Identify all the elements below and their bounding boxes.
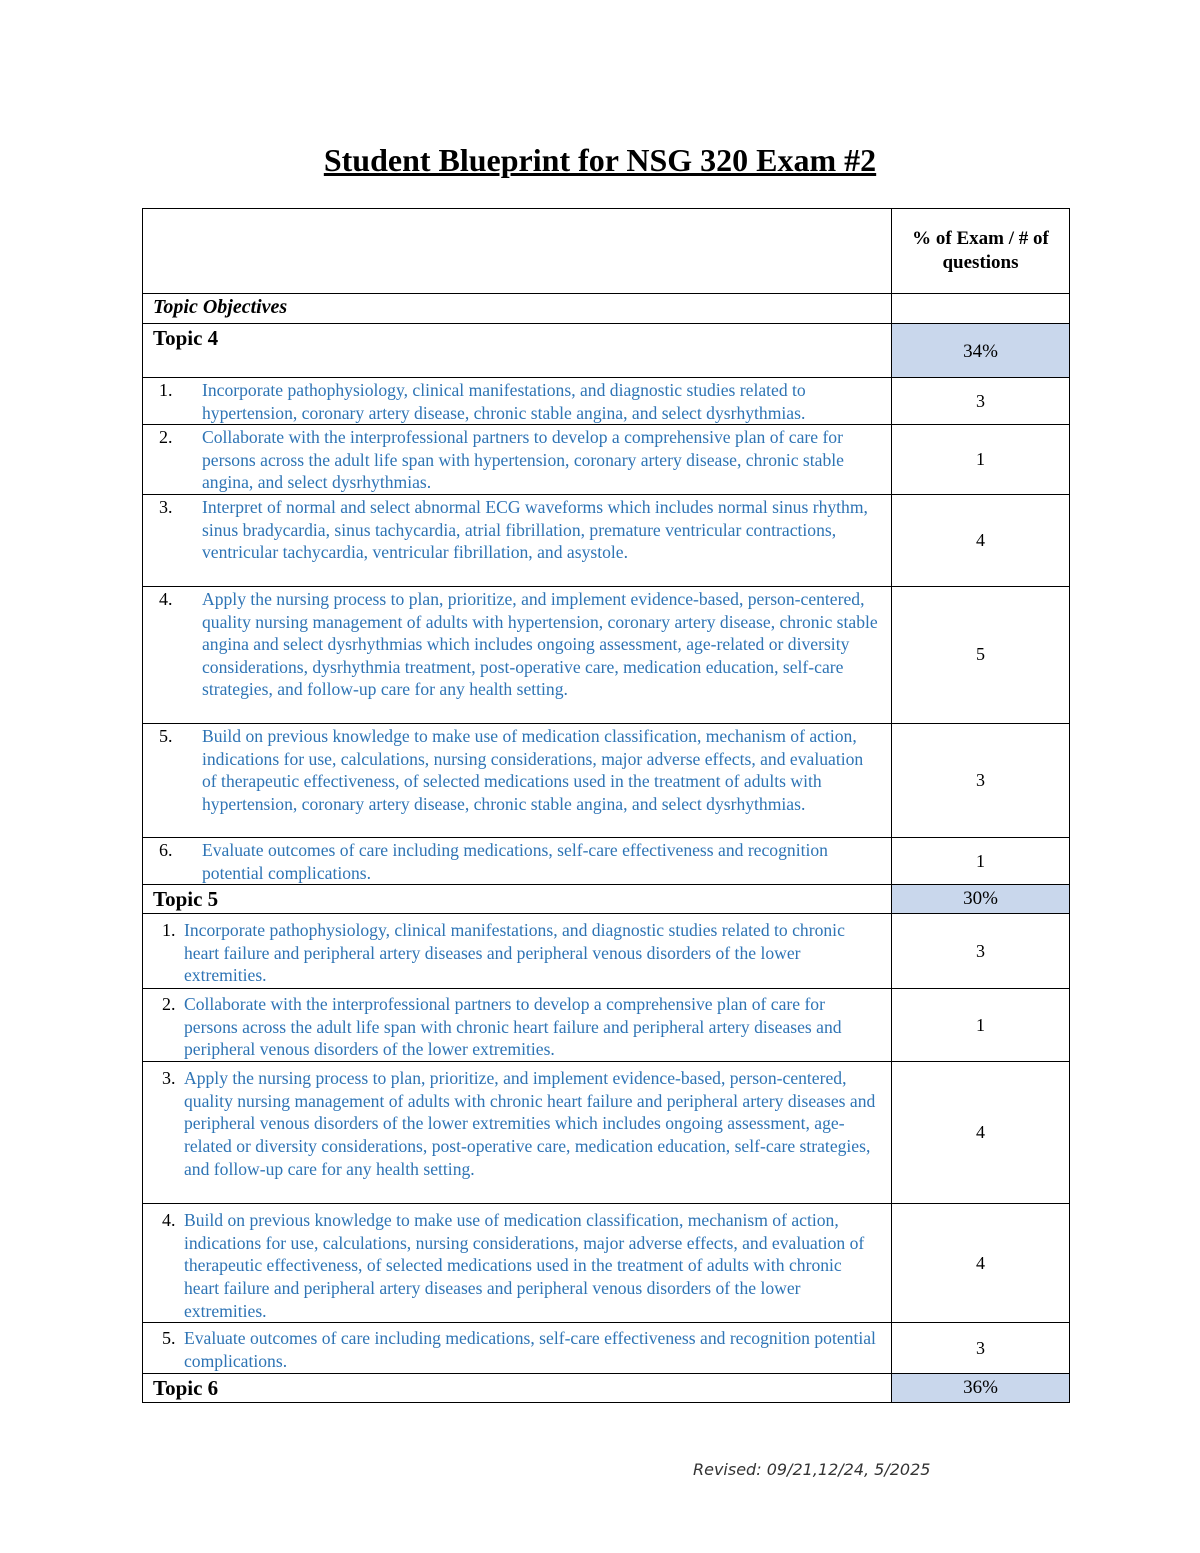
objective-text: Collaborate with the interprofessional partners to develop a comprehensive plan of care for persons across the adult life span with hypertension, coronary artery disease, chronic stable angina, and select dysrhythmias.	[202, 427, 844, 493]
topic-objectives-label: Topic Objectives	[143, 294, 892, 324]
question-count: 4	[892, 1204, 1070, 1323]
objective-number: 4.	[159, 588, 173, 609]
objective-text: Apply the nursing process to plan, prioritize, and implement evidence-based, person-centered, quality nursing management of adults with hypertension, coronary artery disease, chronic stable angina and select dysrhythmias which includes ongoing assessment, age-related or diversity considerations, dysrhythmia treatment, post-operative care, medication education, self-care strategies, and follow-up care for any health setting.	[202, 588, 878, 700]
objective-cell	[143, 989, 892, 1062]
objective-number: 2.	[159, 427, 173, 448]
objective-row	[143, 1323, 1070, 1374]
topic-percent: 30%	[892, 885, 1070, 914]
topic-label: Topic 6	[143, 1374, 892, 1403]
topic-percent: 34%	[892, 324, 1070, 378]
question-count: 4	[892, 494, 1070, 586]
revised-date: Revised: 09/21,12/24, 5/2025	[693, 1460, 931, 1479]
objective-text: Build on previous knowledge to make use of medication classification, mechanism of action, indications for use, calculations, nursing considerations, major adverse effects, and evaluation of therapeutic effectiveness, of selected medications used in the treatment of adults with hypertension, coronary artery disease, chronic stable angina, and select dysrhythmias.	[202, 725, 864, 814]
question-count: 1	[892, 425, 1070, 495]
topic-label: Topic 4	[143, 324, 892, 378]
question-count: 1	[892, 989, 1070, 1062]
objective-text: Evaluate outcomes of care including medications, self-care effectiveness and recognition potential complications.	[184, 1328, 876, 1371]
objective-number: 3.	[159, 496, 173, 517]
objective-row	[143, 425, 1070, 495]
question-count: 4	[892, 1062, 1070, 1204]
objective-number: 5.	[162, 1328, 176, 1349]
objective-text: Evaluate outcomes of care including medications, self-care effectiveness and recognition potential complications.	[202, 839, 828, 883]
topic-objectives-blank	[892, 294, 1070, 324]
blueprint-table	[142, 208, 1070, 1403]
objective-cell	[143, 723, 892, 837]
objective-cell	[143, 378, 892, 425]
objective-number: 6.	[159, 839, 173, 860]
topic-label: Topic 5	[143, 885, 892, 914]
objective-text: Collaborate with the interprofessional partners to develop a comprehensive plan of care for persons across the adult life span with chronic heart failure and peripheral artery diseases and peripheral venous disorders of the lower extremities.	[184, 994, 842, 1060]
objective-row	[143, 989, 1070, 1062]
objective-row	[143, 914, 1070, 989]
topic-objectives-row	[143, 294, 1070, 324]
question-count: 1	[892, 837, 1070, 884]
objective-number: 4.	[162, 1210, 176, 1231]
objective-cell	[143, 1062, 892, 1204]
objective-cell	[143, 1323, 892, 1374]
objective-number: 1.	[162, 920, 176, 941]
objective-cell	[143, 914, 892, 989]
objective-number: 3.	[162, 1068, 176, 1089]
objective-text: Build on previous knowledge to make use of medication classification, mechanism of action, indications for use, calculations, nursing considerations, major adverse effects, and evaluation of therapeutic effectiveness, of selected medications used in the treatment of adults with chronic heart failure and peripheral artery diseases and peripheral venous disorders of the lower extremities.	[184, 1210, 865, 1321]
topic-row-6	[143, 1374, 1070, 1403]
objective-row	[143, 1204, 1070, 1323]
objective-row	[143, 378, 1070, 425]
page-title: Student Blueprint for NSG 320 Exam #2	[323, 142, 877, 178]
question-count: 5	[892, 586, 1070, 723]
topic-row-4	[143, 324, 1070, 378]
objective-cell	[143, 1204, 892, 1323]
question-count: 3	[892, 723, 1070, 837]
objective-number: 1.	[159, 380, 173, 400]
objective-text: Incorporate pathophysiology, clinical manifestations, and diagnostic studies related to chronic heart failure and peripheral artery diseases and peripheral venous disorders of the lower extremities.	[184, 920, 845, 986]
objective-text: Incorporate pathophysiology, clinical manifestations, and diagnostic studies related to hypertension, coronary artery disease, chronic stable angina, and select dysrhythmias.	[202, 380, 806, 423]
question-count: 3	[892, 378, 1070, 425]
topic-row-5	[143, 885, 1070, 914]
objective-row	[143, 586, 1070, 723]
objective-row	[143, 494, 1070, 586]
objective-cell	[143, 837, 892, 884]
question-count: 3	[892, 914, 1070, 989]
objective-row	[143, 837, 1070, 884]
objective-number: 5.	[159, 725, 173, 746]
topic-percent: 36%	[892, 1374, 1070, 1403]
objective-row	[143, 1062, 1070, 1204]
objective-number: 2.	[162, 994, 176, 1015]
header-percent-cell: % of Exam / # of questions	[892, 209, 1070, 294]
header-blank-cell	[143, 209, 892, 294]
objective-cell	[143, 586, 892, 723]
objective-cell	[143, 494, 892, 586]
header-row	[143, 209, 1070, 294]
objective-row	[143, 723, 1070, 837]
objective-text: Interpret of normal and select abnormal ECG waveforms which includes normal sinus rhythm, sinus bradycardia, sinus tachycardia, atrial fibrillation, premature ventricular contractions, ventricular tachycardia, ventricular fibrillation, and asystole.	[202, 496, 868, 563]
question-count: 3	[892, 1323, 1070, 1374]
objective-cell	[143, 425, 892, 495]
objective-text: Apply the nursing process to plan, prioritize, and implement evidence-based, person-centered, quality nursing management of adults with chronic heart failure and peripheral artery diseases and peripheral venous disorders of the lower extremities which includes ongoing assessment, age-related or diversity considerations, post-operative care, medication education, self-care strategies, and follow-up care for any health setting.	[184, 1068, 876, 1179]
